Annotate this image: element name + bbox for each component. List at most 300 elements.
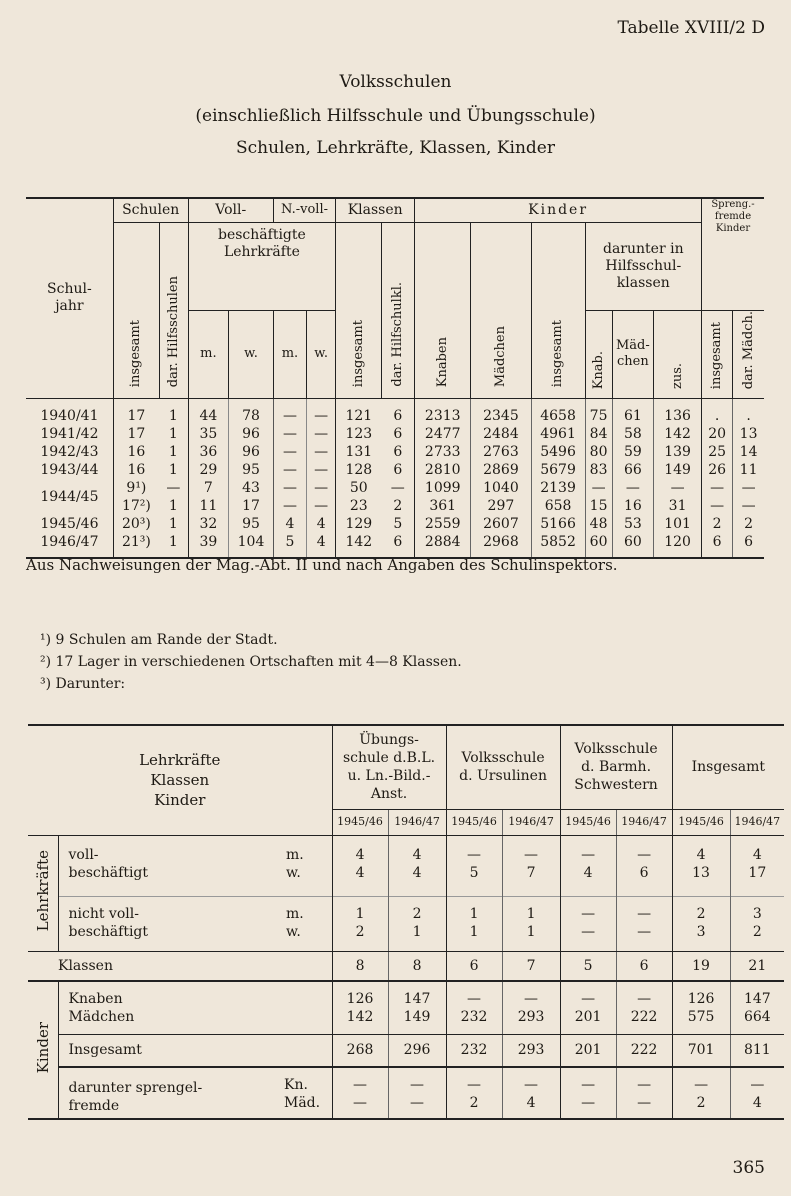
- table-cell: 2139: [531, 479, 585, 497]
- table-cell: 1: [159, 443, 188, 461]
- table-cell: 2884: [415, 533, 471, 558]
- side-label-kinder: [28, 981, 58, 1119]
- table-cell: 16: [612, 497, 654, 515]
- table-cell: —: [560, 981, 616, 1008]
- table-cell: 21: [730, 951, 784, 981]
- table-cell: 58: [612, 425, 654, 443]
- t2-col-barmh: Volksschule d. Barmh. Schwestern: [574, 741, 658, 794]
- year-header: 1945/46: [560, 809, 616, 835]
- table-cell: 142: [345, 533, 373, 550]
- year-header: 1945/46: [332, 809, 388, 835]
- table-cell: —: [502, 1067, 560, 1094]
- table-cell: 75: [585, 398, 612, 425]
- table-row: [28, 981, 784, 1008]
- table-cell: 59: [612, 443, 654, 461]
- table-cell: 6: [381, 398, 414, 425]
- table-cell: 5166: [531, 515, 585, 533]
- header-spreng-insgesamt: insgesamt: [709, 321, 725, 389]
- header-dar-hilfschulkl: dar. Hilfschulkl.: [390, 282, 406, 387]
- table-cell: 39: [188, 533, 229, 558]
- table-cell: 60: [612, 533, 654, 558]
- table-cell: 4: [307, 533, 336, 558]
- table-cell: —: [273, 443, 306, 461]
- label-voll-text: voll- beschäftigt: [68, 846, 149, 881]
- table-cell: 2: [388, 896, 446, 923]
- table-cell: —: [307, 479, 336, 497]
- table-cell: 2869: [471, 461, 531, 479]
- table-cell: —: [612, 479, 654, 497]
- header-kinder-insgesamt: insgesamt: [550, 319, 566, 387]
- header-knaben: Knaben: [434, 336, 450, 387]
- table-cell: —: [388, 1067, 446, 1094]
- table-cell: 48: [585, 515, 612, 533]
- table-cell: 35: [188, 425, 229, 443]
- label-nicht-voll-text: nicht voll- beschäftigt: [68, 905, 149, 940]
- table-cell: 17: [127, 425, 146, 442]
- table-cell: 16: [127, 443, 146, 460]
- table-cell: 4: [332, 835, 388, 864]
- table-cell: 147: [743, 991, 771, 1007]
- table-cell: 5496: [531, 443, 585, 461]
- table-row: [26, 515, 764, 533]
- header-klassen-insgesamt: insgesamt: [350, 319, 366, 387]
- table-cell: 6: [744, 533, 754, 550]
- table-cell: 1941/42: [26, 425, 113, 443]
- table-cell: 664: [730, 1008, 784, 1035]
- table-cell: 149: [654, 461, 702, 479]
- year-header: 1945/46: [446, 809, 502, 835]
- table-cell: 44: [188, 398, 229, 425]
- table-cell: 129: [345, 515, 373, 532]
- header-maedchen: Mädchen: [492, 325, 508, 387]
- table-cell: 1040: [471, 479, 531, 497]
- header-nvoll: N.-voll-: [273, 198, 335, 222]
- table-cell: 811: [730, 1035, 784, 1067]
- table-cell: 15: [585, 497, 612, 515]
- table-cell: 658: [531, 497, 585, 515]
- table-cell: —: [654, 479, 702, 497]
- table-cell: 14: [739, 443, 758, 460]
- table-cell: 1: [159, 515, 188, 533]
- table-cell: 6: [381, 461, 414, 479]
- footnote-1: ¹) 9 Schulen am Rande der Stadt.: [40, 632, 278, 648]
- table-cell: 3: [672, 923, 730, 952]
- table-cell: 96: [229, 425, 274, 443]
- table-cell: 84: [585, 425, 612, 443]
- table-cell: 1: [159, 497, 188, 515]
- table-cell: 4: [332, 864, 388, 897]
- table-cell: 5852: [531, 533, 585, 558]
- table-cell: —: [616, 1067, 672, 1094]
- table-row: [26, 533, 764, 558]
- table-cell: 95: [229, 461, 274, 479]
- table-cell: —: [741, 479, 756, 496]
- table-cell: 4: [388, 864, 446, 897]
- year-header: 1946/47: [616, 809, 672, 835]
- header-nv-w: w.: [307, 310, 336, 398]
- t2-corner: Lehrkräfte Klassen Kinder: [139, 751, 221, 810]
- table-cell: 9¹): [126, 479, 147, 496]
- label-w: [274, 864, 332, 897]
- table-cell: 17²): [121, 497, 151, 514]
- table-cell: 2559: [415, 515, 471, 533]
- table-cell: 2: [381, 497, 414, 515]
- header-w: w.: [229, 310, 274, 398]
- table-cell: 6: [381, 533, 414, 558]
- table-cell: 2313: [415, 398, 471, 425]
- table-row: [26, 443, 764, 461]
- table-cell: 1946/47: [26, 533, 113, 558]
- table-cell: —: [502, 981, 560, 1008]
- label-knaben-maedchen: [58, 981, 332, 1035]
- header-spreng: Spreng.- fremde Kinder: [711, 199, 755, 234]
- table-cell: —: [332, 1094, 388, 1119]
- table-cell: 20: [702, 425, 733, 443]
- header-knab: Knab.: [590, 350, 606, 389]
- table-cell: 361: [415, 497, 471, 515]
- table-cell: 3: [752, 905, 762, 922]
- table-cell: —: [702, 479, 733, 497]
- table-row: [28, 1067, 784, 1094]
- table-cell: —: [585, 479, 612, 497]
- label-voll: [58, 835, 274, 896]
- table-cell: 5: [381, 515, 414, 533]
- year-header: 1946/47: [388, 809, 446, 835]
- table-cell: 1: [388, 923, 446, 952]
- table-cell: 142: [332, 1008, 388, 1035]
- page-subtitle-1: (einschließlich Hilfsschule und Übungsschule): [195, 106, 596, 126]
- table-cell: —: [616, 896, 672, 923]
- table-cell: 4658: [531, 398, 585, 425]
- label-nicht-voll: [58, 896, 274, 951]
- label-m2: [274, 896, 332, 923]
- side-label-lehrkraefte-text: Lehrkräfte: [33, 849, 52, 932]
- page-subtitle-2: Schulen, Lehrkräfte, Klassen, Kinder: [236, 138, 555, 158]
- label-w-text: w.: [286, 864, 301, 881]
- label-m-text: m.: [286, 846, 304, 863]
- table-cell: 2: [672, 896, 730, 923]
- table-cell: 4: [502, 1094, 560, 1119]
- table-cell: 1: [446, 923, 502, 952]
- table-cell: 4: [672, 835, 730, 864]
- table-cell: 2477: [415, 425, 471, 443]
- table-cell: 31: [654, 497, 702, 515]
- table-cell: 7: [502, 864, 560, 897]
- table-cell: 142: [654, 425, 702, 443]
- table-cell: 61: [612, 398, 654, 425]
- header-lehrkraefte: beschäftigte Lehrkräfte: [218, 226, 306, 260]
- table-cell: 4: [388, 835, 446, 864]
- header-voll: Voll-: [188, 198, 273, 222]
- table-cell: —: [560, 835, 616, 864]
- table-cell: —: [616, 981, 672, 1008]
- table-cell: —: [560, 1094, 616, 1119]
- table-cell: 296: [388, 1035, 446, 1067]
- side-label-kinder-text: Kinder: [33, 1021, 52, 1073]
- table-cell: —: [273, 425, 306, 443]
- table-cell: 1: [159, 398, 188, 425]
- table-row: [26, 479, 764, 497]
- table-cell: 4: [560, 864, 616, 897]
- table-cell: 32: [188, 515, 229, 533]
- header-schulen: Schulen: [113, 198, 188, 222]
- table-row: [28, 1035, 784, 1067]
- table-cell: 232: [446, 1035, 502, 1067]
- table-cell: 136: [654, 398, 702, 425]
- table-cell: 80: [585, 443, 612, 461]
- label-klassen-text: Klassen: [58, 957, 113, 974]
- label-kn: [274, 1067, 332, 1094]
- table-row: [28, 835, 784, 864]
- table-cell: 5: [446, 864, 502, 897]
- table-cell: —: [273, 479, 306, 497]
- table-cell: —: [446, 1067, 502, 1094]
- table-cell: 1945/46: [26, 515, 113, 533]
- school-detail-table-body: [28, 835, 784, 1119]
- side-label-lehrkraefte: [28, 835, 58, 951]
- table-cell: 2968: [471, 533, 531, 558]
- table-cell: —: [616, 923, 672, 952]
- label-insgesamt: [58, 1035, 332, 1067]
- table-cell: 6: [381, 443, 414, 461]
- header-dar-hilfsschulen: dar. Hilfsschulen: [165, 275, 181, 387]
- label-w2: [274, 923, 332, 952]
- table-cell: .: [702, 398, 733, 425]
- table-cell: .: [746, 407, 751, 424]
- table-cell: 2: [702, 515, 733, 533]
- label-m2-text: m.: [286, 905, 304, 922]
- table-cell: 6: [702, 533, 733, 558]
- table-cell: 268: [332, 1035, 388, 1067]
- table-cell: 701: [672, 1035, 730, 1067]
- table-cell: 1: [332, 896, 388, 923]
- table-cell: —: [381, 479, 414, 497]
- header-kinder: Kinder: [415, 198, 702, 222]
- header-darunter-hilfsschul: darunter in Hilfsschul- klassen: [603, 240, 684, 291]
- table-cell: —: [307, 461, 336, 479]
- table-cell: 5: [560, 951, 616, 981]
- table-cell: 1: [159, 533, 188, 558]
- table-cell: 2733: [415, 443, 471, 461]
- label-klassen: [28, 951, 332, 981]
- header-klassen: Klassen: [336, 198, 415, 222]
- table-cell: 36: [188, 443, 229, 461]
- header-m: m.: [188, 310, 229, 398]
- table-cell: 13: [672, 864, 730, 897]
- header-schuljahr: Schul- jahr: [47, 281, 92, 315]
- table-row: [26, 497, 764, 515]
- label-sprengel-text: darunter sprengel- fremde: [68, 1079, 203, 1114]
- table-cell: —: [560, 896, 616, 923]
- table-cell: 1: [502, 923, 560, 952]
- table-cell: 126: [672, 981, 730, 1008]
- table-cell: —: [741, 497, 756, 514]
- year-header: 1946/47: [502, 809, 560, 835]
- table-cell: 29: [188, 461, 229, 479]
- table-cell: 2607: [471, 515, 531, 533]
- table-cell: 139: [654, 443, 702, 461]
- table-cell: —: [273, 461, 306, 479]
- label-knaben-maedchen-text: Knaben Mädchen: [68, 991, 135, 1025]
- table-cell: 19: [672, 951, 730, 981]
- table-cell: 17: [229, 497, 274, 515]
- table-cell: 2: [446, 1094, 502, 1119]
- header-nv-m: m.: [273, 310, 306, 398]
- table-cell: —: [560, 923, 616, 952]
- table-row: [26, 461, 764, 479]
- table-cell: 4: [307, 515, 336, 533]
- table-cell: 11: [188, 497, 229, 515]
- table-cell: 2: [744, 515, 754, 532]
- table-cell: 147: [388, 981, 446, 1008]
- table-cell: 60: [585, 533, 612, 558]
- table-cell: 25: [702, 443, 733, 461]
- table-cell: 101: [654, 515, 702, 533]
- table-cell: 293: [502, 1008, 560, 1035]
- table-cell: 8: [388, 951, 446, 981]
- table-cell: —: [388, 1094, 446, 1119]
- table-cell: 2763: [471, 443, 531, 461]
- t2-col-ursulinen: Volksschule d. Ursulinen: [459, 750, 547, 785]
- year-header: 1946/47: [730, 809, 784, 835]
- table-cell: —: [616, 1094, 672, 1119]
- table-cell: 6: [381, 425, 414, 443]
- table-cell: 5679: [531, 461, 585, 479]
- table-cell: 1099: [415, 479, 471, 497]
- table-row: [26, 425, 764, 443]
- table-cell: 66: [612, 461, 654, 479]
- table-cell: —: [446, 981, 502, 1008]
- table-cell: —: [502, 835, 560, 864]
- table-cell: 1: [446, 896, 502, 923]
- table-cell: 6: [616, 951, 672, 981]
- table-cell: 5: [273, 533, 306, 558]
- table-cell: 17: [127, 407, 146, 424]
- table-cell: 2810: [415, 461, 471, 479]
- footnote-2: ²) 17 Lager in verschiedenen Ortschaften mit 4—8 Klassen.: [40, 654, 462, 670]
- table-row: [28, 951, 784, 981]
- table-cell: —: [672, 1067, 730, 1094]
- table-cell: 222: [616, 1008, 672, 1035]
- table-cell: —: [560, 1067, 616, 1094]
- table-cell: 1942/43: [26, 443, 113, 461]
- table-cell: 50: [349, 479, 368, 496]
- label-w2-text: w.: [286, 923, 301, 940]
- table-cell: 293: [502, 1035, 560, 1067]
- year-header: 1945/46: [672, 809, 730, 835]
- table-cell: 4: [752, 1094, 762, 1111]
- table-cell: —: [273, 497, 306, 515]
- table-cell: 297: [471, 497, 531, 515]
- table-row: [28, 896, 784, 923]
- table-cell: 53: [612, 515, 654, 533]
- header-maed-chen: Mäd- chen: [615, 338, 650, 370]
- label-sprengel: [58, 1067, 274, 1119]
- table-cell: 6: [616, 864, 672, 897]
- table-cell: 2: [730, 923, 784, 952]
- label-maed-text: Mäd.: [284, 1094, 321, 1111]
- table-cell: 43: [229, 479, 274, 497]
- table-cell: —: [307, 497, 336, 515]
- table-cell: 16: [127, 461, 146, 478]
- table-cell: 6: [446, 951, 502, 981]
- table-cell: 4: [752, 846, 762, 863]
- table-cell: 83: [585, 461, 612, 479]
- page-number: 365: [732, 1158, 765, 1178]
- table-row: [26, 398, 764, 425]
- table-cell: 1: [159, 461, 188, 479]
- table-cell: —: [702, 497, 733, 515]
- table-cell: 7: [188, 479, 229, 497]
- page-title: Volksschulen: [339, 72, 452, 92]
- table-cell: 575: [672, 1008, 730, 1035]
- header-dar-maedch: dar. Mädch.: [740, 310, 756, 389]
- table-cell: 1: [159, 425, 188, 443]
- label-insgesamt-text: Insgesamt: [68, 1042, 142, 1059]
- t2-col-insgesamt: Insgesamt: [691, 759, 766, 776]
- footnote-3: ³) Darunter:: [40, 676, 126, 692]
- table-cell: 2: [672, 1094, 730, 1119]
- label-kn-text: Kn.: [284, 1076, 308, 1093]
- table-cell: 222: [616, 1035, 672, 1067]
- table-cell: 1: [502, 896, 560, 923]
- table-cell: 26: [702, 461, 733, 479]
- table-cell: 201: [560, 1035, 616, 1067]
- header-schulen-insgesamt: insgesamt: [128, 319, 144, 387]
- table-cell: 21³): [121, 533, 151, 550]
- table-cell: 131: [345, 443, 373, 460]
- table-cell: 4961: [531, 425, 585, 443]
- table-cell: 1944/45: [26, 479, 113, 515]
- table-cell: 78: [229, 398, 274, 425]
- table-cell: 126: [332, 981, 388, 1008]
- table-cell: —: [159, 479, 188, 497]
- table-cell: 7: [502, 951, 560, 981]
- t2-col-uebungsschule: Übungs- schule d.B.L. u. Ln.-Bild.- Anst.: [342, 732, 436, 803]
- table-cell: 96: [229, 443, 274, 461]
- table-cell: 121: [345, 407, 373, 424]
- table-cell: —: [307, 398, 336, 425]
- school-table-body: [26, 398, 764, 558]
- table-cell: 104: [229, 533, 274, 558]
- table-cell: —: [273, 398, 306, 425]
- table-cell: —: [332, 1067, 388, 1094]
- table-cell: 232: [446, 1008, 502, 1035]
- table-cell: 13: [739, 425, 758, 442]
- table-cell: —: [446, 835, 502, 864]
- table-cell: —: [616, 835, 672, 864]
- table-cell: 11: [739, 461, 758, 478]
- table-cell: —: [307, 425, 336, 443]
- header-zus: zus.: [669, 362, 685, 389]
- table-id: Tabelle XVIII/2 D: [617, 18, 765, 38]
- table-cell: 95: [229, 515, 274, 533]
- table-cell: 149: [388, 1008, 446, 1035]
- table-cell: 201: [560, 1008, 616, 1035]
- table-cell: —: [750, 1076, 765, 1093]
- table-cell: 17: [748, 864, 767, 881]
- label-m: [274, 835, 332, 864]
- table-cell: 8: [332, 951, 388, 981]
- table-cell: 20³): [121, 515, 151, 532]
- label-maed: [274, 1094, 332, 1119]
- table-cell: 2345: [471, 398, 531, 425]
- school-detail-table: [28, 724, 784, 1120]
- table-cell: 2484: [471, 425, 531, 443]
- table-cell: 23: [349, 497, 368, 514]
- table-cell: 128: [345, 461, 373, 478]
- table-cell: 120: [654, 533, 702, 558]
